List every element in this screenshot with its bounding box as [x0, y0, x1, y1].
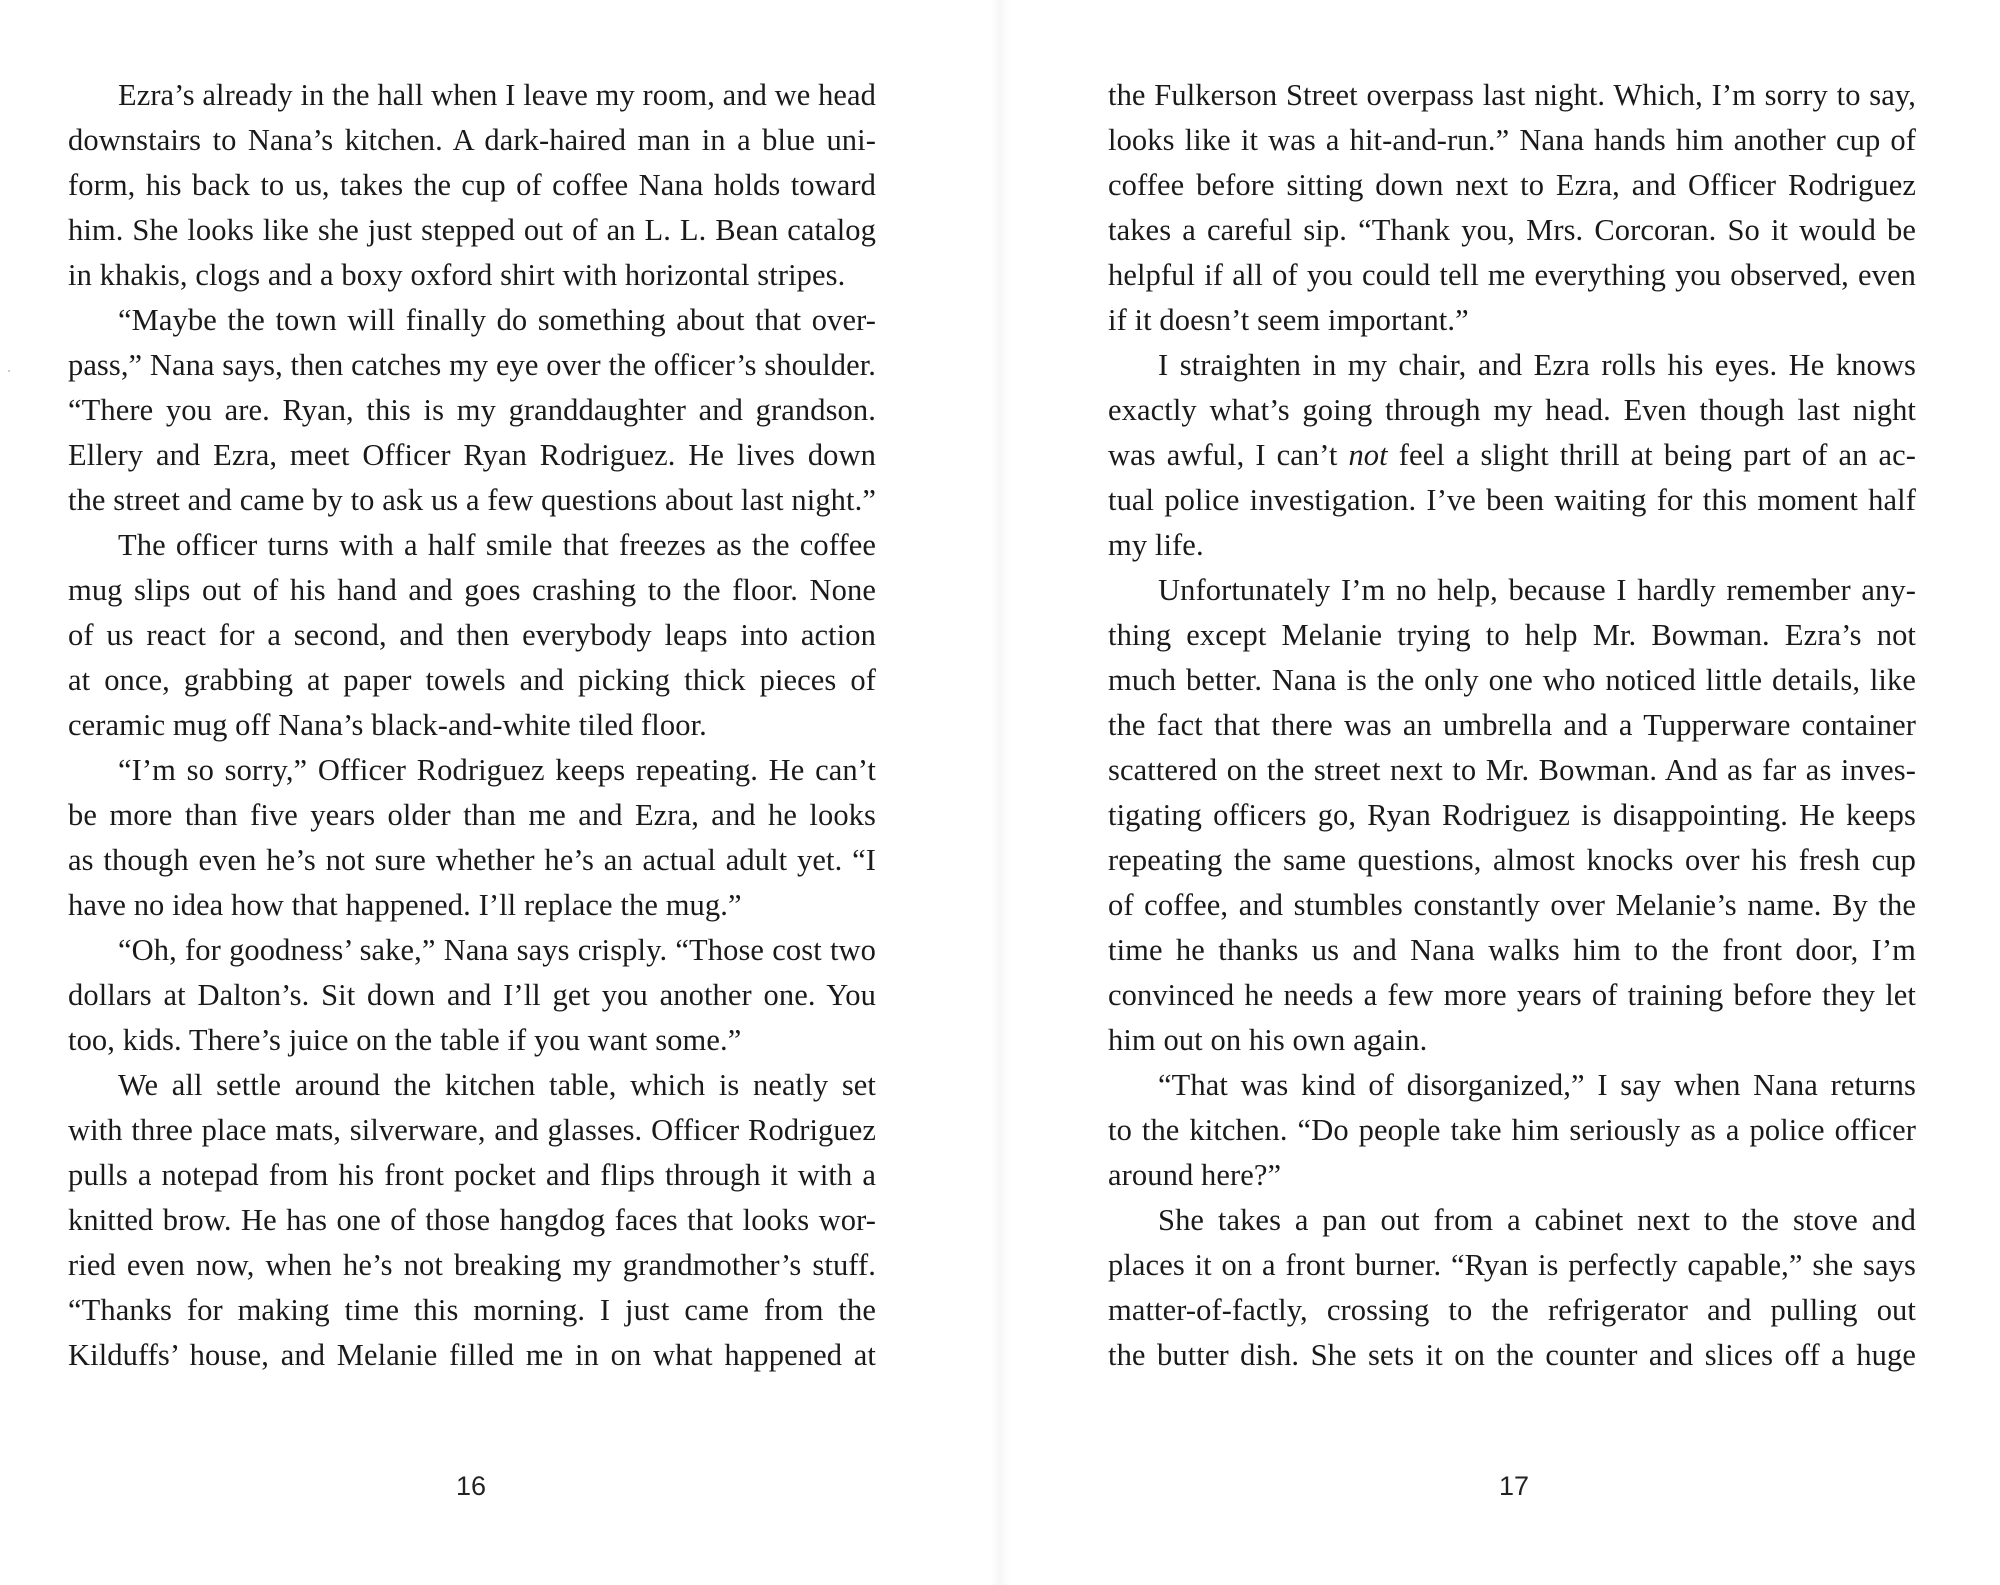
text-line: pass,” Nana says, then catches my eye over the officer’s shoulder.: [68, 348, 876, 382]
text-line: be more than five years older than me and Ezra, and he looks: [68, 798, 876, 832]
text-line: “Oh, for goodness’ sake,” Nana says crisply. “Those cost two: [118, 933, 876, 967]
text-line: helpful if all of you could tell me everything you observed, even: [1108, 258, 1916, 292]
text-line: Kilduffs’ house, and Melanie filled me in on what happened at: [68, 1338, 876, 1372]
text-line: as though even he’s not sure whether he’s an actual adult yet. “I: [68, 843, 876, 877]
text-line: We all settle around the kitchen table, which is neatly set: [118, 1068, 876, 1102]
text-line: takes a careful sip. “Thank you, Mrs. Corcoran. So it would be: [1108, 213, 1916, 247]
text-segment: was awful, I can’t: [1108, 438, 1349, 472]
text-line: of coffee, and stumbles constantly over Melanie’s name. By the: [1108, 888, 1916, 922]
text-line: “Thanks for making time this morning. I just came from the: [68, 1293, 876, 1327]
text-line: have no idea how that happened. I’ll replace the mug.”: [68, 888, 742, 922]
text-line: dollars at Dalton’s. Sit down and I’ll get you another one. You: [68, 978, 876, 1012]
text-line: [1108, 433, 1916, 478]
text-line: “Maybe the town will finally do something about that over-: [118, 303, 876, 337]
text-line: pulls a notepad from his front pocket and flips through it with a: [68, 1158, 876, 1192]
text-line: him. She looks like she just stepped out of an L. L. Bean catalog: [68, 213, 876, 247]
text-segment: feel a slight thrill at being part of an ac-: [1387, 438, 1916, 472]
text-line: thing except Melanie trying to help Mr. Bowman. Ezra’s not: [1108, 618, 1916, 652]
text-line: exactly what’s going through my head. Even though last night: [1108, 393, 1916, 427]
text-line: matter-of-factly, crossing to the refrigerator and pulling out: [1108, 1293, 1916, 1327]
text-line: if it doesn’t seem important.”: [1108, 303, 1469, 337]
text-line: places it on a front burner. “Ryan is perfectly capable,” she says: [1108, 1248, 1916, 1282]
text-line: “That was kind of disorganized,” I say when Nana returns: [1158, 1068, 1916, 1102]
emphasized-word: not: [1348, 438, 1388, 472]
text-line: the Fulkerson Street overpass last night. Which, I’m sorry to say,: [1108, 78, 1916, 112]
text-line: at once, grabbing at paper towels and picking thick pieces of: [68, 663, 876, 697]
text-line: my life.: [1108, 528, 1204, 562]
text-line: him out on his own again.: [1108, 1023, 1428, 1057]
left-page-text: [68, 73, 876, 1378]
text-line: knitted brow. He has one of those hangdog faces that looks wor-: [68, 1203, 876, 1237]
text-line: convinced he needs a few more years of training before they let: [1108, 978, 1916, 1012]
text-line: Unfortunately I’m no help, because I hardly remember any-: [1158, 573, 1916, 607]
text-line: the street and came by to ask us a few questions about last night.”: [68, 483, 876, 517]
text-line: Ezra’s already in the hall when I leave my room, and we head: [118, 78, 876, 112]
text-line: “There you are. Ryan, this is my granddaughter and grandson.: [68, 393, 876, 427]
text-line: I straighten in my chair, and Ezra rolls his eyes. He knows: [1158, 348, 1916, 382]
text-line: downstairs to Nana’s kitchen. A dark-haired man in a blue uni-: [68, 123, 876, 157]
text-line: in khakis, clogs and a boxy oxford shirt with horizontal stripes.: [68, 258, 846, 292]
text-line: coffee before sitting down next to Ezra, and Officer Rodriguez: [1108, 168, 1916, 202]
text-line: She takes a pan out from a cabinet next to the stove and: [1158, 1203, 1916, 1237]
page-number-left: 16: [456, 1471, 487, 1501]
text-line: repeating the same questions, almost knocks over his fresh cup: [1108, 843, 1916, 877]
text-line: to the kitchen. “Do people take him seriously as a police officer: [1108, 1113, 1916, 1147]
text-line: “I’m so sorry,” Officer Rodriguez keeps repeating. He can’t: [118, 753, 876, 787]
text-line: ried even now, when he’s not breaking my grandmother’s stuff.: [68, 1248, 876, 1282]
text-line: with three place mats, silverware, and glasses. Officer Rodriguez: [68, 1113, 876, 1147]
text-line: of us react for a second, and then everybody leaps into action: [68, 618, 876, 652]
text-line: ceramic mug off Nana’s black-and-white tiled floor.: [68, 708, 707, 742]
text-line: time he thanks us and Nana walks him to the front door, I’m: [1108, 933, 1916, 967]
text-line: tual police investigation. I’ve been waiting for this moment half: [1108, 483, 1916, 517]
text-line: mug slips out of his hand and goes crashing to the floor. None: [68, 573, 876, 607]
right-page: [1000, 0, 2000, 1585]
text-line: much better. Nana is the only one who noticed little details, like: [1108, 663, 1916, 697]
text-line: the fact that there was an umbrella and a Tupperware container: [1108, 708, 1916, 742]
text-line: too, kids. There’s juice on the table if you want some.”: [68, 1023, 742, 1057]
page-edge-mark: [8, 370, 10, 372]
text-line: Ellery and Ezra, meet Officer Ryan Rodriguez. He lives down: [68, 438, 876, 472]
text-line: form, his back to us, takes the cup of coffee Nana holds toward: [68, 168, 876, 202]
right-page-text: [1108, 73, 1916, 1378]
page-number-right: 17: [1499, 1471, 1530, 1501]
text-line: The officer turns with a half smile that freezes as the coffee: [118, 528, 876, 562]
text-line: tigating officers go, Ryan Rodriguez is disappointing. He keeps: [1108, 798, 1916, 832]
text-line: around here?”: [1108, 1158, 1282, 1192]
text-line: the butter dish. She sets it on the counter and slices off a huge: [1108, 1338, 1916, 1372]
text-line: scattered on the street next to Mr. Bowman. And as far as inves-: [1108, 753, 1916, 787]
text-line: looks like it was a hit-and-run.” Nana hands him another cup of: [1108, 123, 1916, 157]
